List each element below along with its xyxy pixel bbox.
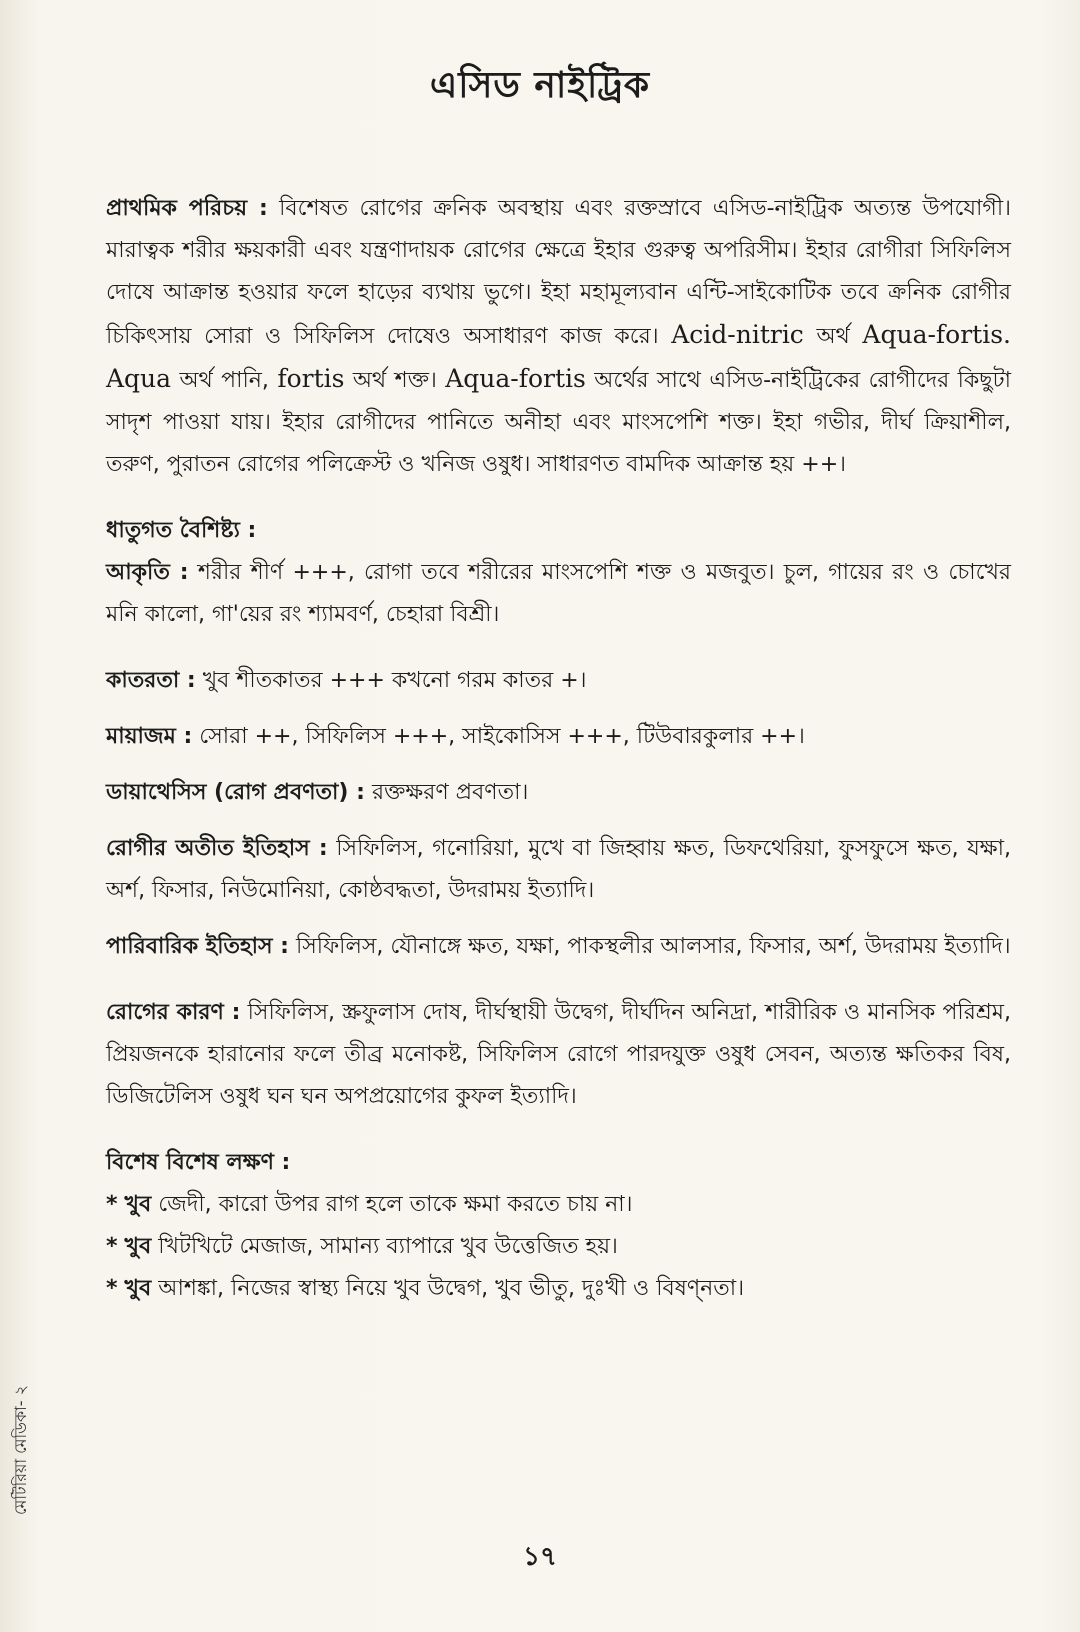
appearance-paragraph xyxy=(106,552,1011,636)
intro-text-5: অর্থের সাথে এসিড-নাইট্রিকের রোগীদের কিছুটা সাদৃশ পাওয়া যায়। ইহার রোগীদের পানিতে অনীহা এবং মাংসপেশি শক্ত। ইহা গভীর, দীর্ঘ ক্রিয়াশীল, তরুণ, পুরাতন রোগের পলিক্রেস্ট ও খনিজ ওষুধ। সাধারণত বামদিক আক্রান্ত হয় ++। xyxy=(106,368,1012,477)
intro-latin-3: fortis xyxy=(277,364,345,393)
causes-text: সিফিলিস, স্ক্রফুলাস দোষ, দীর্ঘস্থায়ী উদ্বেগ, দীর্ঘদিন অনিদ্রা, শারীরিক ও মানসিক পরিশ্রম, প্রিয়জনকে হারানোর ফলে তীব্র মনোকষ্ট, সিফিলিস রোগে পারদযুক্ত ওষুধ সেবন, অত্যন্ত ক্ষতিকর বিষ, ডিজিটেলিস ওষুধ ঘন ঘন অপপ্রয়োগের কুফল ইত্যাদি। xyxy=(106,1000,1011,1109)
appearance-label: আকৃতি : xyxy=(106,560,189,585)
page-number: ১৭ xyxy=(523,1542,557,1572)
past-history-paragraph xyxy=(106,828,1011,912)
symptom-item xyxy=(106,1268,1011,1310)
appearance-text: শরীর শীর্ণ +++, রোগা তবে শরীরের মাংসপেশি শক্ত ও মজবুত। চুল, গায়ের রং ও চোখের মনি কালো, গা'য়ের রং শ্যামবর্ণ, চেহারা বিশ্রী। xyxy=(106,560,1012,627)
side-footer-label: মেটিরিয়া মেডিকা- ২ xyxy=(11,1384,30,1516)
family-history-label: পারিবারিক ইতিহাস : xyxy=(106,934,289,959)
thermal-text: খুব শীতকাতর +++ কখনো গরম কাতর +। xyxy=(202,668,587,693)
diathesis-paragraph xyxy=(106,772,1011,814)
symptoms-heading: বিশেষ বিশেষ লক্ষণ : xyxy=(106,1150,291,1175)
page-body xyxy=(106,188,1011,1310)
causes-label: রোগের কারণ : xyxy=(106,1000,241,1025)
intro-latin-1: Acid-nitric xyxy=(671,320,804,349)
symptom-bullet-icon: * xyxy=(106,1192,118,1217)
symptom-bold: খুব xyxy=(124,1276,152,1301)
past-history-text: সিফিলিস, গনোরিয়া, মুখে বা জিহ্বায় ক্ষত, ডিফথেরিয়া, ফুসফুসে ক্ষত, যক্ষা, অর্শ, ফিসার, নিউমোনিয়া, কোষ্ঠবদ্ধতা, উদরাময় ইত্যাদি। xyxy=(106,836,1011,903)
thermal-paragraph xyxy=(106,660,1011,702)
intro-latin-4: Aqua-fortis xyxy=(445,364,586,393)
miasm-label: মায়াজম : xyxy=(106,724,193,749)
intro-text-4: অর্থ শক্ত। xyxy=(352,368,437,393)
family-history-text: সিফিলিস, যৌনাঙ্গে ক্ষত, যক্ষা, পাকস্থলীর আলসার, ফিসার, অর্শ, উদরাময় ইত্যাদি। xyxy=(295,934,1011,959)
intro-latin-2: Aqua-fortis. Aqua xyxy=(106,320,1011,393)
diathesis-text: রক্তক্ষরণ প্রবণতা। xyxy=(371,780,529,805)
symptom-bold: খুব xyxy=(124,1234,152,1259)
intro-paragraph xyxy=(106,188,1011,486)
page-title: এসিড নাইট্রিক xyxy=(429,65,651,106)
intro-text-1: বিশেষত রোগের ক্রনিক অবস্থায় এবং রক্তস্রাবে এসিড-নাইট্রিক অত্যন্ত উপযোগী। মারাত্বক শরীর ক্ষয়কারী এবং যন্ত্রণাদায়ক রোগের ক্ষেত্রে ইহার গুরুত্ব অপরিসীম। ইহার রোগীরা সিফিলিস দোষে আক্রান্ত হওয়ার ফলে হাড়ের ব্যথায় ভুগে। ইহা মহামূল্যবান এন্টি-সাইকোটিক তবে ক্রনিক রোগীর চিকিৎসায় সোরা ও সিফিলিস দোষেও অসাধারণ কাজ করে। xyxy=(106,196,1011,349)
causes-paragraph xyxy=(106,992,1011,1118)
intro-text-2: অর্থ xyxy=(816,324,850,349)
diathesis-label: ডায়াথেসিস (রোগ প্রবণতা) : xyxy=(106,780,365,805)
symptom-text: খিটখিটে মেজাজ, সামান্য ব্যাপারে খুব উত্তেজিত হয়। xyxy=(158,1234,618,1259)
symptom-text: আশঙ্কা, নিজের স্বাস্থ্য নিয়ে খুব উদ্বেগ, খুব ভীতু, দুঃখী ও বিষণ্নতা। xyxy=(158,1276,745,1301)
intro-text-3: অর্থ পানি, xyxy=(179,368,269,393)
symptom-text: জেদী, কারো উপর রাগ হলে তাকে ক্ষমা করতে চায় না। xyxy=(158,1192,633,1217)
symptom-bold: খুব xyxy=(124,1192,152,1217)
symptom-bullet-icon: * xyxy=(106,1234,118,1259)
symptom-item xyxy=(106,1184,1011,1226)
miasm-text: সোরা ++, সিফিলিস +++, সাইকোসিস +++, টিউবারকুলার ++। xyxy=(199,724,805,749)
constitution-heading: ধাতুগত বৈশিষ্ট্য : xyxy=(106,518,257,543)
intro-label: প্রাথমিক পরিচয় : xyxy=(106,196,268,221)
symptom-bullet-icon: * xyxy=(106,1276,118,1301)
thermal-label: কাতরতা : xyxy=(106,668,196,693)
family-history-paragraph xyxy=(106,926,1011,968)
miasm-paragraph xyxy=(106,716,1011,758)
symptom-item xyxy=(106,1226,1011,1268)
past-history-label: রোগীর অতীত ইতিহাস : xyxy=(106,836,328,861)
